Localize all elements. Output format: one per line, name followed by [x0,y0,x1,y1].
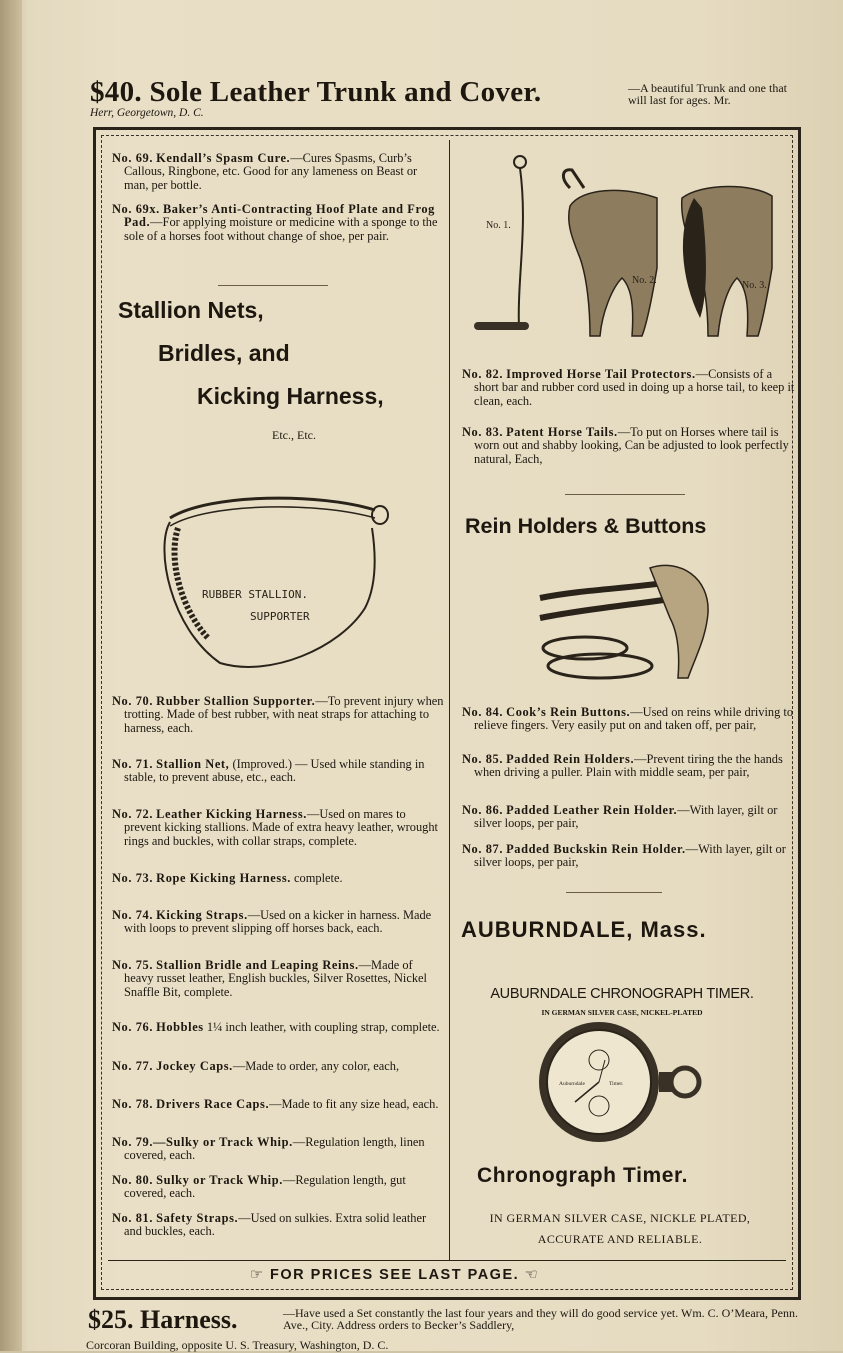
etc-label: Etc., Etc. [272,428,316,442]
item-name: Hobbles [156,1020,204,1034]
item-name: Cook’s Rein Buttons. [506,705,631,719]
item-number: No. 70. [112,694,154,708]
item-name: Padded Rein Holders. [506,752,635,766]
supporter-caption-1: RUBBER STALLION. [202,588,308,601]
supporter-caption-2: SUPPORTER [250,610,310,623]
item-number: No. 85. [462,752,504,766]
tool-bar [474,322,529,330]
pointing-hand-icon-right: ☜ [519,1267,540,1283]
item-79 [112,1136,444,1163]
item-desc: —Used on a kicker in harness. Made with loops to prevent slipping off horses back, each. [124,908,432,936]
item-desc: —Made to fit any size head, each. [269,1097,439,1111]
section-rule [566,892,662,893]
item-number: No. 69x. [112,202,160,216]
item-77 [112,1060,444,1073]
item-number: No. 80. [112,1173,154,1187]
item-desc: —With layer, gilt or silver loops, per pair, [474,803,778,831]
item-name: Padded Leather Rein Holder. [506,803,678,817]
item-name: Improved Horse Tail Protectors. [506,367,696,381]
item-number: No. 72. [112,807,154,821]
timer-desc-1: IN GERMAN SILVER CASE, NICKLE PLATED, [489,1211,751,1225]
item-80 [112,1174,444,1201]
harness-title: $25. Harness. [88,1305,238,1334]
item-number: No. 73. [112,871,154,885]
item-84 [462,706,796,733]
item-number: No. 82. [462,367,504,381]
item-desc: —To prevent injury when trotting. Made of best rubber, with neat straps for attaching to harness, each. [124,694,444,735]
item-desc: —Regulation length, gut covered, each. [124,1173,406,1201]
watch-bow-icon [671,1068,699,1096]
watch-face-label-right: Timer. [609,1081,624,1087]
item-desc: —With layer, gilt or silver loops, per pair, [474,842,786,870]
bottom-ad [86,1305,806,1351]
hand-icon [650,565,708,678]
item-name: Drivers Race Caps. [156,1097,270,1111]
heading-chronograph-timer: Chronograph Timer. [477,1164,689,1187]
supporter-ring-icon [372,506,388,524]
watch-face-label-left: Auburndale [559,1081,585,1087]
item-number: No. 87. [462,842,504,856]
tool-cord [519,168,523,328]
item-85 [462,753,796,780]
item-name: Padded Buckskin Rein Holder. [506,842,686,856]
item-name: Sulky or Track Whip. [156,1173,283,1187]
item-name: Rope Kicking Harness. [156,871,291,885]
item-70 [112,695,444,735]
item-desc: —Consists of a short bar and rubber cord used in doing up a horse tail, to keep it clean, each. [474,367,795,408]
supporter-strap-top-inner [170,507,375,526]
item-desc: —For applying moisture or medicine with a sponge to the sole of a horses foot without change of shoe, per pair. [124,215,438,243]
item-name: Rubber Stallion Supporter. [156,694,316,708]
harness-blurb: —Have used a Set constantly the last four years and they will do good service yet. Wm. C. O’Meara, Penn. Ave., City. Address orders to Becker’s Saddlery, [283,1306,798,1332]
timer-title: AUBURNDALE CHRONOGRAPH TIMER. [490,986,754,1002]
stallion-supporter-illustration [150,488,400,678]
label-no1: No. 1. [486,220,511,231]
item-number: No. 86. [462,803,504,817]
header [86,74,806,122]
item-name: Baker’s Anti-Contracting Hoof Plate and Frog Pad. [124,202,435,230]
item-name: Leather Kicking Harness. [156,807,307,821]
item-number: No. 78. [112,1097,154,1111]
prices-notice-text: FOR PRICES SEE LAST PAGE. [270,1267,520,1283]
trunk-attribution: Herr, Georgetown, D. C. [90,107,204,119]
item-desc: —To put on Horses where tail is worn out and shabby looking, Can be adjusted to look perfectly natural, Each, [474,425,789,466]
item-number: No. 74. [112,908,154,922]
item-desc: complete. [294,871,343,885]
trunk-blurb: —A beautiful Trunk and one that will last for ages. Mr. [628,81,787,107]
timer-desc-2: ACCURATE AND RELIABLE. [537,1232,703,1246]
item-number: No. 69. [112,151,154,165]
pointing-hand-icon: ☞ [250,1267,271,1283]
item-73 [112,872,444,885]
item-desc: —Used on reins while driving to relieve fingers. Very easily put on and taken off, per pair, [474,705,794,733]
item-desc: —Made of heavy russet leather, English buckles, Silver Rosettes, Nickel Snaffle Bit, complete. [124,958,428,999]
footer-separator [108,1260,786,1261]
item-number: No. 84. [462,705,504,719]
item-82 [462,368,796,408]
item-69 [112,152,444,192]
item-desc: —Prevent tiring the the hands when driving a puller. Plain with middle seam, per pair, [474,752,783,780]
section-rule [565,494,685,495]
tool-loop-icon [514,156,526,168]
item-74 [112,909,444,936]
item-desc: —Made to order, any color, each, [232,1059,400,1073]
item-number: No. 71. [112,757,154,771]
label-no2: No. 2. [632,275,657,286]
heading-kicking-harness: Kicking Harness, [197,383,384,409]
item-69x [112,203,444,243]
horse-tail-illustration [462,148,792,348]
item-name: Stallion Bridle and Leaping Reins. [156,958,359,972]
item-desc: —Regulation length, linen covered, each. [124,1135,425,1163]
item-76 [112,1021,444,1034]
item-78 [112,1098,444,1111]
section-rule [218,285,328,286]
horse-2-tail [563,170,584,188]
item-desc: —Used on mares to prevent kicking stallions. Made of extra heavy leather, wrought rings and buckles, with collar straps, complete. [124,807,438,848]
label-no3: No. 3. [742,280,767,291]
item-86 [462,804,796,831]
prices-notice [250,1267,539,1283]
address-line: Corcoran Building, opposite U. S. Treasury, Washington, D. C. [86,1338,389,1352]
item-number: No. 77. [112,1059,154,1073]
item-number: No. 83. [462,425,504,439]
item-desc: —Used on sulkies. Extra solid leather and buckles, each. [124,1211,427,1239]
item-75 [112,959,444,999]
item-number: No. 76. [112,1020,154,1034]
heading-stallion-nets: Stallion Nets, [118,297,264,323]
supporter-pad [175,528,208,638]
heading-auburndale: AUBURNDALE, Mass. [461,917,707,942]
item-name: Jockey Caps. [156,1059,233,1073]
item-72 [112,808,444,848]
item-number: No. 75. [112,958,154,972]
item-81 [112,1212,444,1239]
item-name: Stallion Net, [156,757,230,771]
item-name: —Sulky or Track Whip. [153,1135,293,1149]
page-spine [0,0,22,1351]
item-desc: (Improved.) — Used while standing in stable, to prevent abuse, etc., each. [124,757,425,785]
column-divider [449,140,450,1260]
item-desc: —Cures Spasms, Curb’s Callous, Ringbone, etc. Good for any lameness on Beast or man, per bottle. [124,151,418,192]
heading-bridles: Bridles, and [158,340,290,366]
item-number: No. 79. [112,1135,154,1149]
heading-rein-holders: Rein Holders & Buttons [465,514,707,538]
item-87 [462,843,796,870]
horse-2-rear [569,190,657,336]
rein-holders-illustration [530,558,720,690]
item-name: Patent Horse Tails. [506,425,618,439]
item-name: Kendall’s Spasm Cure. [156,151,291,165]
item-name: Safety Straps. [156,1211,239,1225]
item-71 [112,758,444,785]
item-name: Kicking Straps. [156,908,248,922]
timer-subtitle: IN GERMAN SILVER CASE, NICKEL-PLATED [541,1008,703,1017]
stopwatch-illustration [535,1020,715,1146]
trunk-title: $40. Sole Leather Trunk and Cover. [90,76,542,108]
item-desc: 1¼ inch leather, with coupling strap, complete. [206,1020,440,1034]
item-83 [462,426,796,466]
item-number: No. 81. [112,1211,154,1225]
